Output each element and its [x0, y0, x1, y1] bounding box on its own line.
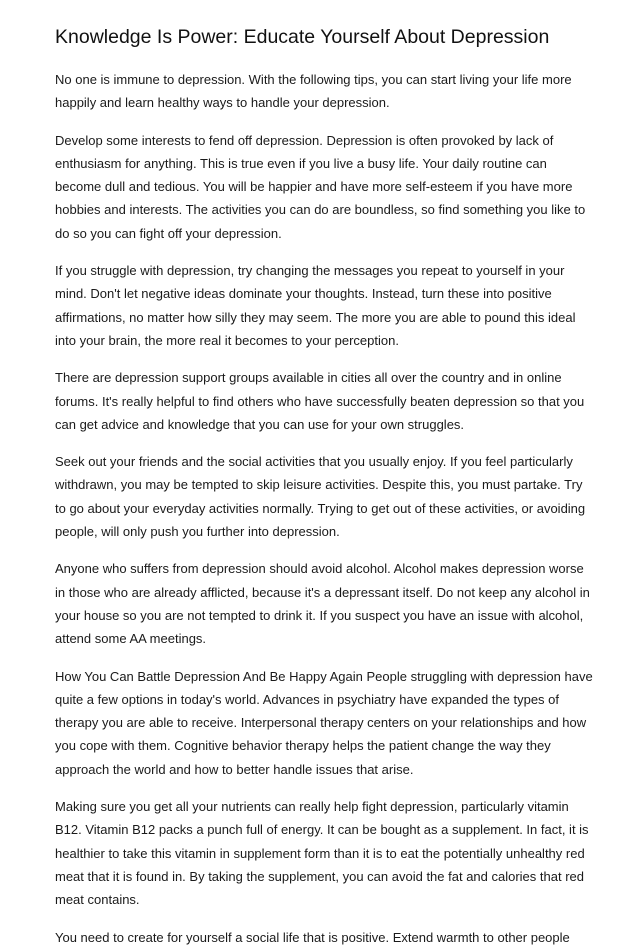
paragraph-2: Develop some interests to fend off depression. Depression is often provoked by lack of enthusiasm for anything. This is true even if you live a busy life. Your daily routine can become dull and tedious. You will be happier and have more self-esteem if you have more hobbies and interests. The activities you can do are boundless, so find something you like to do so you can fight off your depression. — [55, 132, 586, 241]
paragraph-5: Seek out your friends and the social activities that you usually enjoy. If you feel particularly withdrawn, you may be tempted to skip leisure activities. Despite this, you must partake. Try to go about your everyday activities normally. Trying to get out of these activities, or avoiding people, will only push you further into depression. — [55, 454, 586, 540]
paragraph-8: Making sure you get all your nutrients can really help fight depression, particularly vitamin B12. Vitamin B12 packs a punch full of energy. It can be bought as a supplement. In fact, it is healthier to take this vitamin in supplement form than it is to eat the potentially unhealthy red meat that it is found in. By taking the supplement, you can avoid the fat and calories that red meat contains. — [55, 799, 589, 908]
paragraph-1: No one is immune to depression. With the following tips, you can start living your life more happily and learn healthy ways to handle your depression. — [55, 72, 572, 111]
document-title: Knowledge Is Power: Educate Yourself About Depression — [55, 26, 550, 48]
paragraph-7: How You Can Battle Depression And Be Happy Again People struggling with depression have quite a few options in today's world. Advances in psychiatry have expanded the types of therapy you are able to receive. Interpersonal therapy centers on your relationships and how you cope with them. Cognitive behavior therapy helps the patient change the way they approach the world and how to better handle issues that arise. — [55, 668, 593, 777]
paragraph-3: If you struggle with depression, try changing the messages you repeat to yourself in your mind. Don't let negative ideas dominate your thoughts. Instead, turn these into positive affirmations, no matter how silly they may seem. The more you are able to pound this ideal into your brain, the more real it becomes to your perception. — [55, 263, 576, 348]
paragraph-6: Anyone who suffers from depression should avoid alcohol. Alcohol makes depression worse in those who are already afflicted, because it's a depressant itself. Do not keep any alcohol in your house so you are not tempted to drink it. If you suspect you have an issue with alcohol, attend some AA meetings. — [55, 561, 590, 647]
paragraph-4: There are depression support groups available in cities all over the country and in online forums. It's really helpful to find others who have successfully beaten depression so that you can get advice and knowledge that you can use for your own struggles. — [55, 370, 585, 432]
paragraph-9: You need to create for yourself a social life that is positive. Extend warmth to other people — [55, 929, 570, 945]
